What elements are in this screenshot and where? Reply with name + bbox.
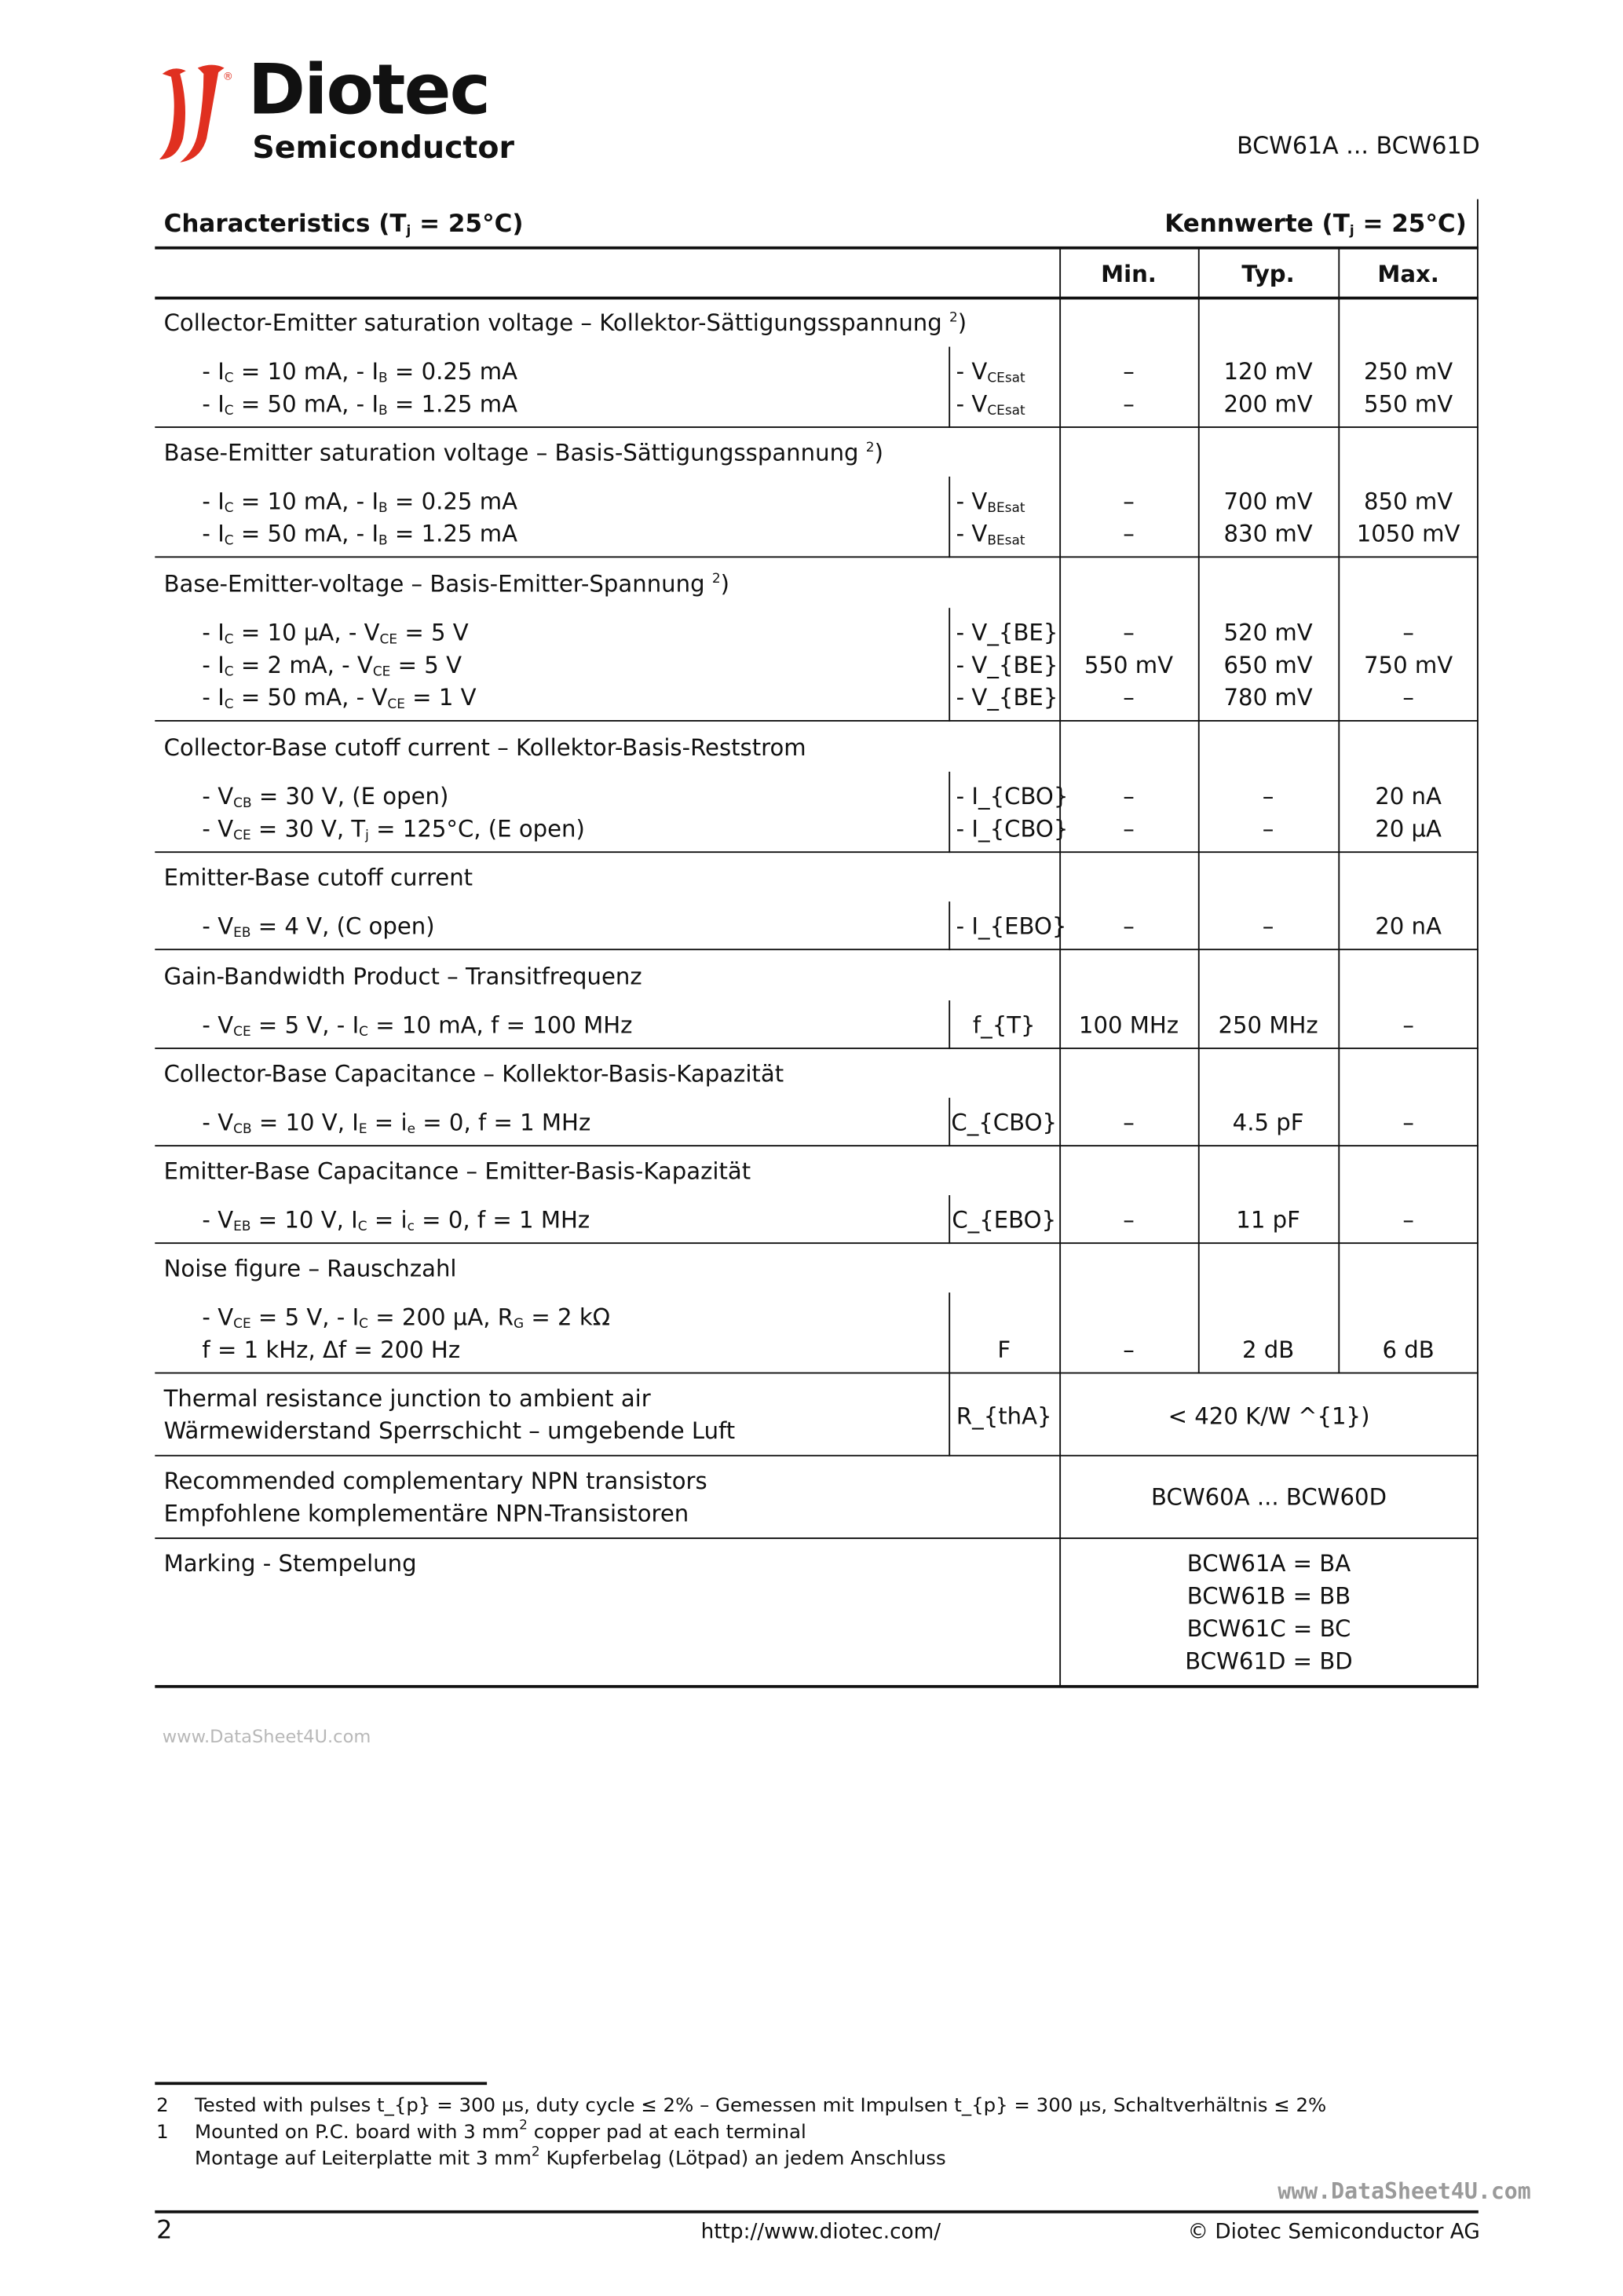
col-max-header: Max. (1377, 261, 1439, 288)
symbol-divider (949, 1000, 950, 1049)
value-max: 20 nA (1375, 913, 1442, 940)
value-min: 100 MHz (1078, 1012, 1179, 1039)
kennwerte-title: Kennwerte $(T_j = 25^\circ C)$ (1164, 209, 1467, 239)
test-condition: - $V_{CB} = 30$ V, (E open) (202, 783, 449, 812)
table-top-rule (155, 247, 1479, 249)
row-rule (155, 556, 1479, 558)
header-bottom-rule (155, 297, 1479, 300)
value-min: – (1123, 913, 1135, 940)
value-typ: 120 mV (1223, 358, 1313, 386)
value-typ: 700 mV (1223, 488, 1313, 515)
thermal-value: < 420 K/W ^{1}) (1168, 1403, 1370, 1430)
test-condition: - $I_C = 10$ µA, - $V_{CE} = 5$ V (202, 620, 469, 648)
value-typ: 11 pF (1236, 1207, 1300, 1234)
footnote-text: Montage auf Leiterplatte mit 3 $mm^2$ Kupferbelag (Lötpad) an jedem Anschluss (195, 2145, 946, 2171)
value-max: 850 mV (1364, 488, 1453, 515)
marking-label: Marking - Stempelung (163, 1550, 417, 1578)
value-max: – (1402, 1207, 1414, 1234)
value-min: 550 mV (1084, 652, 1174, 679)
symbol: - V_{BE} (956, 620, 1058, 647)
value-min: – (1123, 1336, 1135, 1364)
col-typ-header: Typ. (1241, 261, 1295, 288)
value-max: 250 mV (1364, 358, 1453, 386)
brand-subtitle: Semiconductor (252, 130, 514, 166)
symbol-divider (949, 1195, 950, 1244)
symbol-divider (949, 608, 950, 722)
value-typ: 2 dB (1241, 1336, 1295, 1364)
symbol-divider (949, 1292, 950, 1373)
test-condition: - $V_{CE} = 5$ V, - $I_C = 10$ mA, f = 100 MHz (202, 1012, 633, 1040)
symbol: - I_{CBO} (956, 783, 1069, 810)
value-max: 20 µA (1375, 816, 1442, 843)
row-rule (155, 1373, 1479, 1375)
row-rule (155, 1455, 1479, 1457)
value-max: 6 dB (1382, 1336, 1435, 1364)
symbol: F (997, 1336, 1011, 1364)
test-condition: - $V_{EB} = 4$ V, (C open) (202, 913, 435, 941)
value-max: – (1402, 1012, 1414, 1039)
value-min: – (1123, 1207, 1135, 1234)
test-condition: - $I_C = 50$ mA, - $V_{CE} = 1$ V (202, 684, 477, 713)
parameter-title: Base-Emitter saturation voltage – Basis-Sättigungsspannung $^2$) (163, 439, 883, 466)
symbol: f_{T} (972, 1012, 1036, 1039)
marking-value: BCW61A = BA (1186, 1550, 1351, 1578)
complementary-label-en: Recommended complementary NPN transistors (163, 1468, 707, 1495)
value-typ: – (1262, 913, 1274, 940)
footer-rule (155, 2210, 1479, 2213)
test-condition: - $V_{EB} = 10$ V, $I_C = i_c = 0$, f = 1 MHz (202, 1207, 590, 1235)
value-max: – (1402, 1110, 1414, 1136)
characteristics-title: Characteristics $(T_j = 25^\circ C)$ (163, 209, 524, 239)
test-condition: - $I_C = 10$ mA, - $I_B = 0.25$ mA (202, 358, 518, 387)
diotec-logo-icon (153, 62, 236, 166)
value-min: – (1123, 816, 1135, 843)
footnote-rule (155, 2082, 487, 2084)
value-typ: 830 mV (1223, 521, 1313, 548)
symbol: C_{CBO} (951, 1110, 1058, 1136)
value-typ: 4.5 pF (1232, 1110, 1304, 1136)
watermark: www.DataSheet4U.com (1278, 2177, 1531, 2205)
thermal-symbol: R_{thA} (956, 1403, 1052, 1430)
row-rule (155, 720, 1479, 722)
row-rule (155, 949, 1479, 951)
symbol: C_{EBO} (952, 1207, 1057, 1234)
symbol: - $V_{CEsat}$ (956, 390, 1025, 419)
symbol: - $V_{BEsat}$ (956, 488, 1025, 517)
marking-value: BCW61C = BC (1186, 1615, 1351, 1643)
value-min: – (1123, 1110, 1135, 1136)
test-condition: f = 1 kHz, Δf = 200 Hz (202, 1336, 461, 1364)
value-typ: 200 mV (1223, 390, 1313, 418)
thermal-label-de: Wärmewiderstand Sperrschicht – umgebende Luft (163, 1417, 736, 1445)
part-range: BCW61A ... BCW61D (1237, 131, 1480, 159)
page-number: 2 (156, 2216, 173, 2246)
svg-text:®: ® (222, 71, 233, 83)
parameter-title: Collector-Base cutoff current – Kollektor-Basis-Reststrom (163, 734, 806, 762)
value-typ: – (1262, 783, 1274, 810)
test-condition: - $I_C = 50$ mA, - $I_B = 1.25$ mA (202, 390, 518, 419)
value-max: 750 mV (1364, 652, 1453, 679)
symbol: - $V_{CEsat}$ (956, 358, 1025, 387)
symbol: - I_{CBO} (956, 816, 1069, 843)
parameter-title: Base-Emitter-voltage – Basis-Emitter-Spannung $^2$) (163, 571, 730, 598)
parameter-title: Noise figure – Rauschzahl (163, 1256, 457, 1282)
test-condition: - $V_{CE} = 30$ V, $T_j = 125^\circ C$, (E open) (202, 816, 585, 844)
value-min: – (1123, 488, 1135, 515)
table-right-border (1477, 199, 1479, 1688)
symbol-divider (949, 901, 950, 950)
parameter-title: Collector-Base Capacitance – Kollektor-Basis-Kapazität (163, 1061, 784, 1088)
marking-value: BCW61B = BB (1186, 1583, 1351, 1610)
test-condition: - $I_C = 50$ mA, - $I_B = 1.25$ mA (202, 521, 518, 550)
complementary-label-de: Empfohlene komplementäre NPN-Transistoren (163, 1501, 689, 1527)
footnote-number: 2 (156, 2095, 169, 2118)
col-min-header: Min. (1101, 261, 1157, 288)
value-typ: 650 mV (1223, 652, 1313, 679)
parameter-title: Emitter-Base Capacitance – Emitter-Basis-Kapazität (163, 1158, 751, 1185)
footnote-text: Mounted on P.C. board with 3 $mm^2$ copper pad at each terminal (195, 2119, 806, 2144)
symbol-divider (949, 477, 950, 558)
symbol: - $V_{BEsat}$ (956, 521, 1025, 550)
footer-copyright: © Diotec Semiconductor AG (1187, 2221, 1480, 2245)
value-min: – (1123, 783, 1135, 810)
brand-name: Diotec (247, 49, 490, 132)
test-condition: - $I_C = 10$ mA, - $I_B = 0.25$ mA (202, 488, 518, 517)
test-condition: - $V_{CE} = 5$ V, - $I_C = 200$ µA, $R_G = 2$ kΩ (202, 1304, 610, 1333)
row-rule (155, 1145, 1479, 1147)
symbol-divider (949, 347, 950, 428)
symbol: - I_{EBO} (956, 913, 1067, 940)
table-bottom-rule (155, 1685, 1479, 1687)
parameter-title: Gain-Bandwidth Product – Transitfrequenz (163, 963, 642, 990)
complementary-value: BCW60A ... BCW60D (1151, 1484, 1387, 1512)
row-rule (155, 1047, 1479, 1050)
value-typ: 250 MHz (1218, 1012, 1318, 1039)
footer-url[interactable]: http://www.diotec.com/ (700, 2221, 941, 2245)
symbol: - V_{BE} (956, 684, 1058, 711)
value-max: 20 nA (1375, 783, 1442, 810)
value-typ: 520 mV (1223, 620, 1313, 647)
value-typ: 780 mV (1223, 684, 1313, 711)
value-max: – (1402, 684, 1414, 711)
row-rule (155, 851, 1479, 854)
row-rule (155, 426, 1479, 429)
test-condition: - $V_{CB} = 10$ V, $I_E = i_e = 0$, f = 1 MHz (202, 1110, 591, 1138)
symbol-divider (949, 1098, 950, 1146)
test-condition: - $I_C = 2$ mA, - $V_{CE} = 5$ V (202, 652, 462, 681)
watermark-left: www.DataSheet4U.com (162, 1726, 371, 1747)
symbol-divider (949, 772, 950, 853)
value-typ: – (1262, 816, 1274, 843)
symbol: - V_{BE} (956, 652, 1058, 679)
parameter-title: Emitter-Base cutoff current (163, 865, 473, 891)
value-min: – (1123, 358, 1135, 386)
value-max: 550 mV (1364, 390, 1453, 418)
value-min: – (1123, 620, 1135, 647)
row-rule (155, 1242, 1479, 1245)
value-min: – (1123, 684, 1135, 711)
value-max: – (1402, 620, 1414, 647)
value-max: 1050 mV (1356, 521, 1460, 548)
value-min: – (1123, 390, 1135, 418)
footnote-text: Tested with pulses t_{p} = 300 µs, duty cycle ≤ 2% – Gemessen mit Impulsen t_{p} = 300 µs, Schaltverhältnis ≤ 2% (195, 2095, 1327, 2118)
footnote-number: 1 (156, 2122, 169, 2144)
marking-value: BCW61D = BD (1185, 1647, 1353, 1675)
row-rule (155, 1537, 1479, 1540)
col-divider-min (1059, 248, 1061, 1687)
value-min: – (1123, 521, 1135, 548)
thermal-label-en: Thermal resistance junction to ambient air (163, 1385, 651, 1413)
parameter-title: Collector-Emitter saturation voltage – Kollektor-Sättigungsspannung $^2$) (163, 309, 967, 337)
